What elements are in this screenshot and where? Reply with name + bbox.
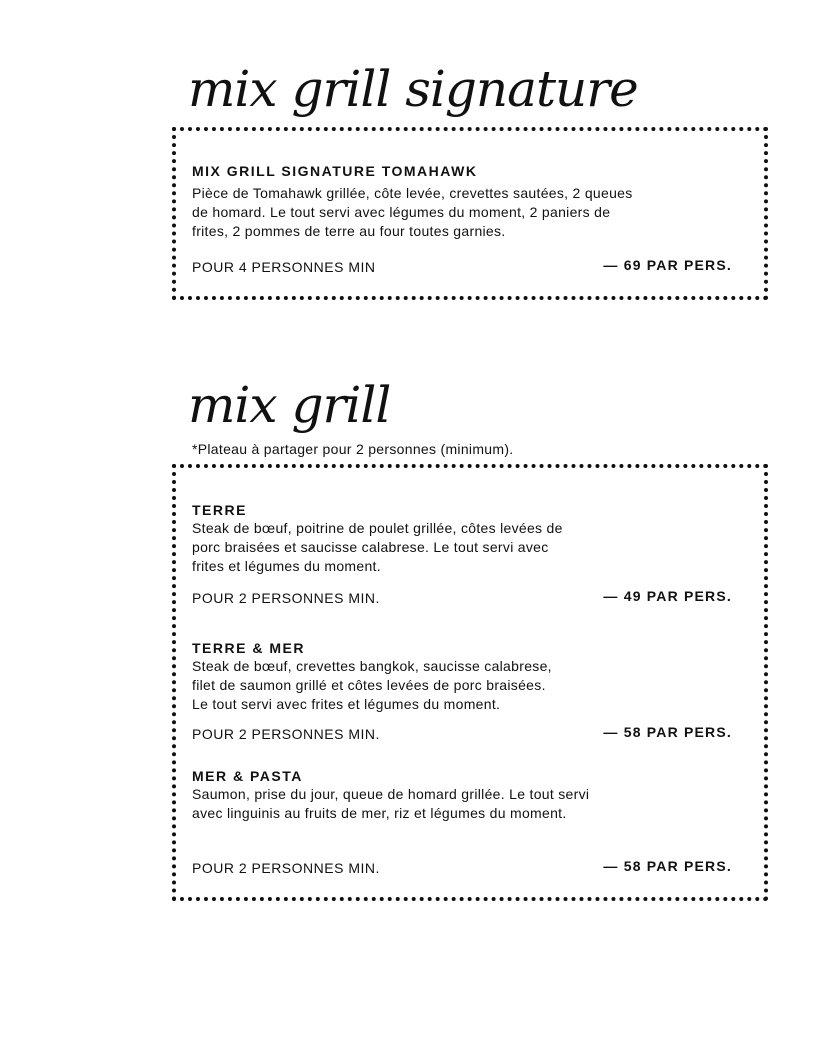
menu-item-price: — 58 PAR PERS.: [603, 858, 732, 874]
sharing-note: *Plateau à partager pour 2 personnes (minimum).: [192, 441, 514, 457]
menu-item-serves: POUR 2 PERSONNES MIN.: [192, 860, 380, 876]
section-title-signature: mix grill signature: [188, 60, 638, 118]
menu-item-name: MER & PASTA: [192, 768, 303, 784]
menu-item-serves: POUR 4 PERSONNES MIN: [192, 259, 376, 275]
menu-item-serves: POUR 2 PERSONNES MIN.: [192, 726, 380, 742]
menu-item-tomahawk: [192, 162, 732, 241]
menu-item-name: MIX GRILL SIGNATURE TOMAHAWK: [192, 163, 478, 179]
section-title-mix-grill: mix grill: [188, 376, 391, 434]
menu-item-price: — 49 PAR PERS.: [603, 588, 732, 604]
menu-item-name: TERRE: [192, 502, 247, 518]
menu-item-name: TERRE & MER: [192, 640, 305, 656]
menu-item-terre: [192, 501, 732, 576]
menu-item-price: — 69 PAR PERS.: [603, 257, 732, 273]
menu-item-description: Steak de bœuf, poitrine de poulet grillée, côtes levées de porc braisées et saucisse calabrese. Le tout servi avec frites et légumes du moment.: [192, 520, 563, 574]
menu-item-mer-et-pasta: [192, 767, 732, 823]
menu-item-terre-et-mer: [192, 639, 732, 714]
menu-item-serves: POUR 2 PERSONNES MIN.: [192, 590, 380, 606]
menu-item-description: Saumon, prise du jour, queue de homard grillée. Le tout servi avec linguinis au fruits de mer, riz et légumes du moment.: [192, 786, 590, 821]
menu-item-description: Pièce de Tomahawk grillée, côte levée, crevettes sautées, 2 queues de homard. Le tout servi avec légumes du moment, 2 paniers de frites, 2 pommes de terre au four toutes garnies.: [192, 185, 633, 239]
menu-item-price: — 58 PAR PERS.: [603, 724, 732, 740]
menu-item-description: Steak de bœuf, crevettes bangkok, saucisse calabrese, filet de saumon grillé et côtes levées de porc braisées. Le tout servi avec frites et légumes du moment.: [192, 658, 552, 712]
